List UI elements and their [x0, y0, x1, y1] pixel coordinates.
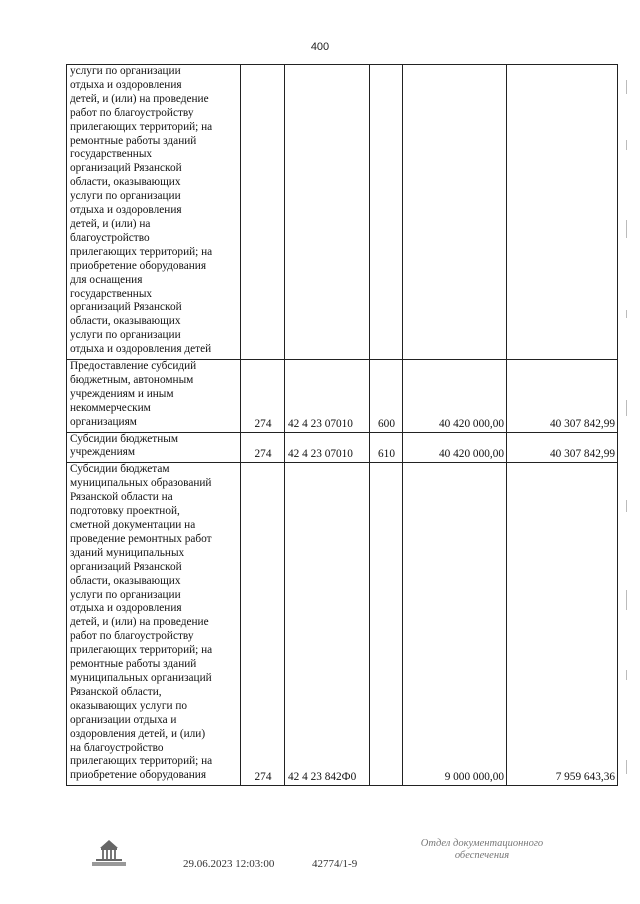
- planned-amount-cell: 40 420 000,00: [403, 432, 507, 463]
- row-name-line: услуги по организации: [70, 65, 181, 77]
- table-row: [67, 360, 618, 433]
- row-name-line: Рязанской области,: [70, 685, 162, 698]
- row-name-line: государственных: [70, 148, 153, 161]
- actual-amount-cell: 40 307 842,99: [507, 432, 618, 463]
- table-row: [67, 463, 618, 786]
- row-name-line: зданий муниципальных: [70, 546, 185, 559]
- row-name-line: приобретение оборудования: [70, 259, 207, 272]
- planned-amount-cell: [403, 65, 507, 360]
- row-name-line: организаций Рязанской: [70, 301, 182, 314]
- row-name-line: Рязанской области на: [70, 491, 173, 504]
- row-name-cell: [67, 463, 241, 786]
- row-name-line: приобретение оборудования: [70, 769, 207, 782]
- row-name-line: сметной документации на: [70, 519, 196, 531]
- row-name-line: области, оказывающих: [70, 574, 181, 587]
- row-name-line: для оснащения: [70, 273, 143, 286]
- admin-code-cell: 274: [241, 463, 285, 786]
- expense-type-cell: 610: [370, 432, 403, 463]
- row-name-line: прилегающих территорий; на: [70, 120, 213, 133]
- row-name-line: на благоустройство: [70, 741, 164, 754]
- row-name-line: государственных: [70, 287, 153, 300]
- row-name-line: детей, и (или) на проведение: [70, 92, 209, 105]
- expense-type-cell: [370, 65, 403, 360]
- actual-amount-cell: [507, 65, 618, 360]
- row-name-line: отдыха и оздоровления: [70, 78, 182, 91]
- row-name-line: области, оказывающих: [70, 176, 181, 189]
- row-name-line: детей, и (или) на проведение: [70, 616, 209, 629]
- row-name-line: отдыха и оздоровления: [70, 204, 182, 217]
- admin-code-cell: 274: [241, 432, 285, 463]
- row-name-line: Субсидии бюджетам: [70, 463, 170, 476]
- row-name-line: ремонтные работы зданий: [70, 658, 197, 671]
- admin-code-cell: [241, 65, 285, 360]
- row-name-line: организаций Рязанской: [70, 162, 182, 175]
- department-stamp: [402, 838, 562, 862]
- admin-code-cell: 274: [241, 360, 285, 433]
- row-name-line: некоммерческим: [70, 401, 151, 414]
- target-article-cell: 42 4 23 07010: [285, 360, 370, 433]
- row-name-line: детей, и (или) на: [70, 217, 151, 230]
- scan-edge-marks: [624, 70, 630, 850]
- row-name-line: Предоставление субсидий: [70, 360, 197, 373]
- row-name-cell: [67, 65, 241, 360]
- table-row: [67, 432, 618, 463]
- row-name-line: благоустройство: [70, 231, 150, 244]
- actual-amount-cell: 40 307 842,99: [507, 360, 618, 433]
- actual-amount-cell: 7 959 643,36: [507, 463, 618, 786]
- page-number: 400: [310, 41, 330, 53]
- duma-building-icon: [88, 838, 130, 868]
- target-article-cell: 42 4 23 07010: [285, 432, 370, 463]
- expense-type-cell: [370, 463, 403, 786]
- row-name-line: отдыха и оздоровления детей: [70, 343, 212, 356]
- row-name-line: услуги по организации: [70, 190, 181, 203]
- row-name-line: организациям: [70, 415, 137, 428]
- expense-type-cell: 600: [370, 360, 403, 433]
- row-name-line: подготовку проектной,: [70, 505, 180, 518]
- planned-amount-cell: 40 420 000,00: [403, 360, 507, 433]
- row-name-line: области, оказывающих: [70, 315, 181, 328]
- row-name-cell: [67, 360, 241, 433]
- row-name-line: учреждениям и иным: [70, 387, 174, 400]
- row-name-line: бюджетным, автономным: [70, 373, 194, 386]
- row-name-line: прилегающих территорий; на: [70, 644, 213, 657]
- row-name-line: Субсидии бюджетным: [70, 432, 178, 445]
- row-name-cell: [67, 432, 241, 463]
- stamp-line-2: обеспечения: [454, 850, 510, 861]
- row-name-line: организаций Рязанской: [70, 560, 182, 573]
- footer-datetime: 29.06.2023 12:03:00: [183, 858, 275, 870]
- table-row: [67, 65, 618, 360]
- row-name-line: учреждениям: [70, 446, 135, 459]
- row-name-line: оздоровления детей, и (или): [70, 727, 206, 740]
- planned-amount-cell: 9 000 000,00: [403, 463, 507, 786]
- row-name-line: работ по благоустройству: [70, 630, 194, 643]
- row-name-line: проведение ремонтных работ: [70, 532, 212, 545]
- row-name-line: отдыха и оздоровления: [70, 602, 182, 615]
- row-name-line: оказывающих услуги по: [70, 699, 188, 712]
- row-name-line: муниципальных образований: [70, 477, 212, 490]
- target-article-cell: 42 4 23 842Ф0: [285, 463, 370, 786]
- row-name-line: прилегающих территорий; на: [70, 245, 213, 258]
- budget-table: [66, 64, 618, 786]
- stamp-line-1: Отдел документационного: [420, 838, 544, 849]
- row-name-line: прилегающих территорий; на: [70, 755, 213, 768]
- footer-doc-id: 42774/1-9: [312, 858, 358, 870]
- row-name-line: организации отдыха и: [70, 713, 177, 726]
- row-name-line: работ по благоустройству: [70, 106, 194, 119]
- table-body: [67, 65, 618, 786]
- row-name-line: услуги по организации: [70, 329, 181, 342]
- row-name-line: ремонтные работы зданий: [70, 134, 197, 147]
- row-name-line: муниципальных организаций: [70, 671, 212, 684]
- row-name-line: услуги по организации: [70, 588, 181, 601]
- target-article-cell: [285, 65, 370, 360]
